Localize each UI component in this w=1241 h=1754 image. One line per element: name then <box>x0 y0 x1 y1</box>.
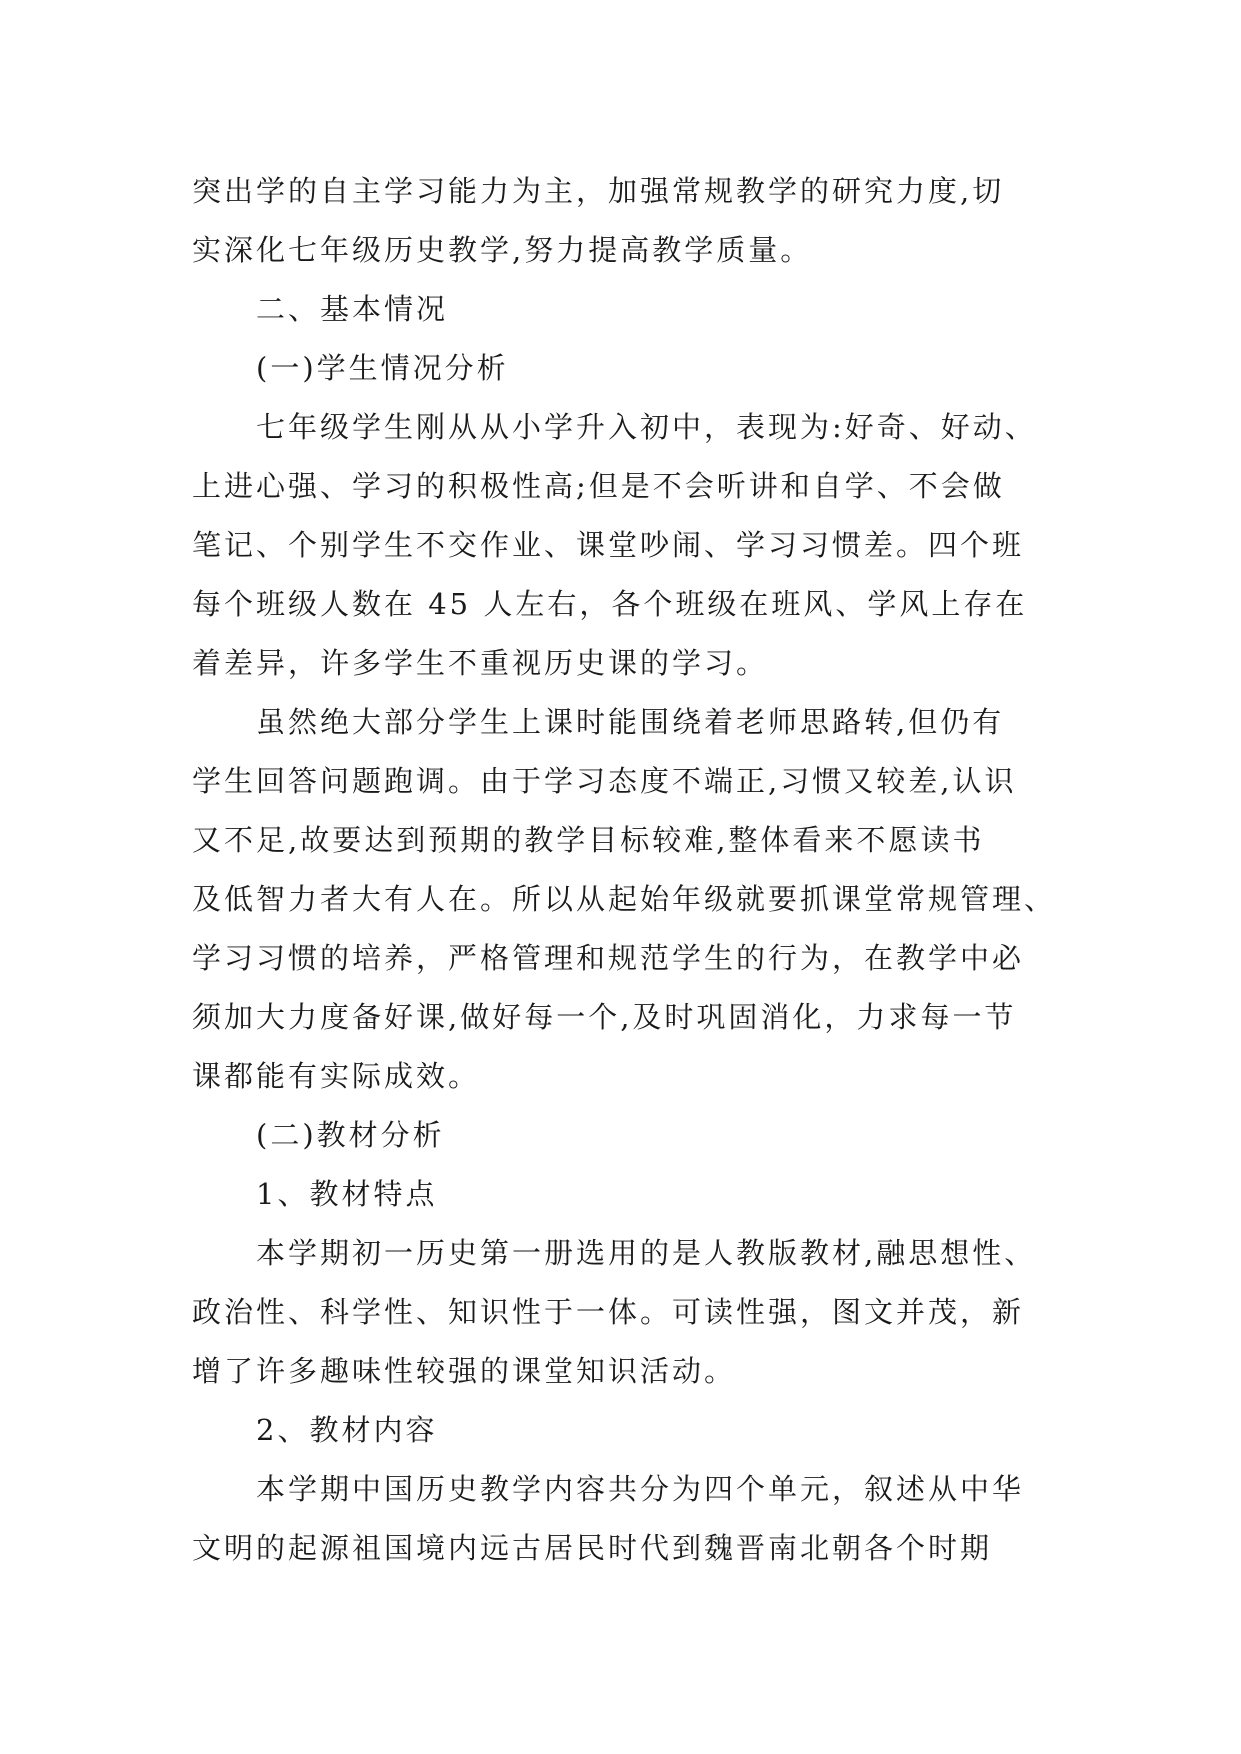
item-heading: 1、教材特点 <box>256 1177 438 1211</box>
text-line: 实深化七年级历史教学,努力提高教学质量。 <box>192 233 813 267</box>
text-line: 须加大力度备好课,做好每一个,及时巩固消化，力求每一节 <box>192 1000 1017 1034</box>
text-line: 增了许多趣味性较强的课堂知识活动。 <box>192 1354 737 1388</box>
text-line: 每个班级人数在 45 人左右，各个班级在班风、学风上存在 <box>192 587 1028 621</box>
item-heading: 2、教材内容 <box>256 1413 438 1447</box>
text-line: 课都能有实际成效。 <box>192 1059 481 1093</box>
text-line: 突出学的自主学习能力为主，加强常规教学的研究力度,切 <box>192 174 1005 208</box>
text-line: 又不足,故要达到预期的教学目标较难,整体看来不愿读书 <box>192 823 985 857</box>
text-line: 学生回答问题跑调。由于学习态度不端正,习惯又较差,认识 <box>192 764 1017 798</box>
document-body <box>192 162 1057 1578</box>
text-line: 及低智力者大有人在。所以从起始年级就要抓课堂常规管理、 <box>192 882 1057 916</box>
text-line: 七年级学生刚从从小学升入初中，表现为:好奇、好动、 <box>256 410 1037 444</box>
subsection-heading: (一)学生情况分析 <box>256 351 509 385</box>
section-heading: 二、基本情况 <box>256 292 449 326</box>
text-line: 笔记、个别学生不交作业、课堂吵闹、学习习惯差。四个班 <box>192 528 1025 562</box>
text-line: 着差异，许多学生不重视历史课的学习。 <box>192 646 769 680</box>
text-line: 本学期中国历史教学内容共分为四个单元，叙述从中华 <box>256 1472 1025 1506</box>
text-line: 政治性、科学性、知识性于一体。可读性强，图文并茂，新 <box>192 1295 1025 1329</box>
text-line: 上进心强、学习的积极性高;但是不会听讲和自学、不会做 <box>192 469 1005 503</box>
text-line: 学习习惯的培养，严格管理和规范学生的行为，在教学中必 <box>192 941 1025 975</box>
subsection-heading: (二)教材分析 <box>256 1118 445 1152</box>
text-line: 本学期初一历史第一册选用的是人教版教材,融思想性、 <box>256 1236 1037 1270</box>
text-line: 文明的起源祖国境内远古居民时代到魏晋南北朝各个时期 <box>192 1531 993 1565</box>
text-line: 虽然绝大部分学生上课时能围绕着老师思路转,但仍有 <box>256 705 1005 739</box>
